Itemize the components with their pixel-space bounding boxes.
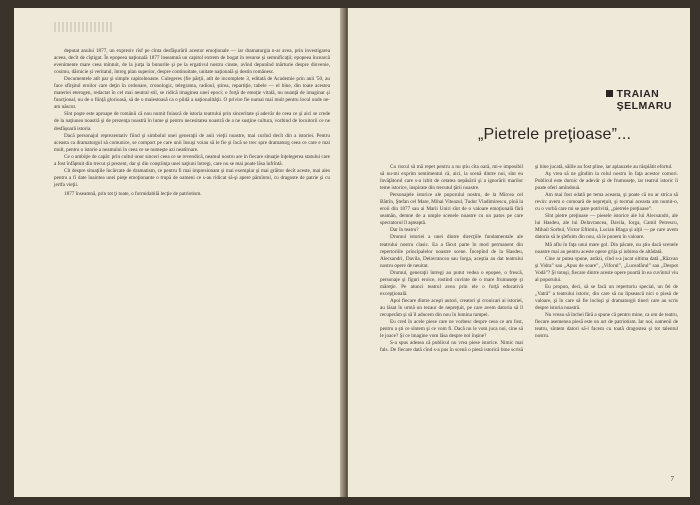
author-name [606, 88, 672, 112]
left-page [14, 8, 344, 497]
paragraph: Apoi fiecare dintre aceşti autori, creatori şi cronicari ai istoriei, au lăsat în urmă un tezaur de nepreţuit, pe care avem datoria să îl recuperăm şi să îl aducem din nou în lumina rampei. [380, 297, 523, 318]
author-last-name: ŞELMARU [616, 100, 672, 112]
scan-artifact [54, 22, 114, 32]
paragraph: Mă aflu în faţa unui mare gol. Din păcate, nu ştiu dacă scenele noastre mai au pentru aceste opere grija şi iubirea de altădată. [535, 241, 678, 255]
page-number: 7 [670, 475, 674, 483]
paragraph: Ce o ambiţie de capăt: prin cultul unor sinceri ceea ce se revendică, neamul nostru are în fiecare situaţie înţelegerea statului care a fost înfăptuit din trecut şi prezent, dar şi din conştiinţa unei naţiuni întregi, care nu se mai poate lăsa înfrîntă. [54, 153, 330, 167]
paragraph: Eu propun, deci, să se facă un repertoriu special, un fel de „Vatră” a teatrului istoric, din care să nu lipsească nici o piesă de valoare, şi în care să fie incluşi şi dramaturgii tineri care au scris despre istoria noastră. [535, 283, 678, 311]
right-page-columns [380, 164, 678, 479]
paragraph: Dar în teatru? [390, 227, 419, 234]
paragraph: deputat anului 1877, un expresiv rîsf pe cînta desfăşurării acestor emoţionale — iar dramaturgia n-ar avea, prin investigarea aceea, decît de cîştigat. În epopeea naţională 1877 înseamnă un capitol extrem de bogat în resurse şi semnificaţii; epopeea încearcă evenimente mare ceea mîntuit, de la jurţa la bunurile şi pe la ergativul nostru cinste, avînd depunînd mărturie despre dinvenie, cosimu, dărnicie şi veritatul, întreg plan superior, despre continuitate, unitate naţională şi destin românesc. [54, 48, 330, 76]
paragraph: Cine ar putea spune, astăzi, cînd s-a jucat ultima dată „Răzvan şi Vidra” sau „Apus de soare”, „Viforul”, „Luceafărul” sau „Despot Vodă”? Şi totuşi, fiecare dintre aceste opere poartă în ea cuvîntul viu al poporului. [535, 255, 678, 283]
paragraph: Sînt poşte este aproape de românii că nou numit foiască de istoria teatrului prin sinceritate şi adevăr de ceea ce şi aici se crede de la naţiunea noastră şi de prezenţa noastră în lume şi pentru necesitatea noastră de a ne susţine cultura, vorbind de locuitorii ce ne desfăşoară istoria. [54, 111, 330, 132]
paragraph: Nu vreau să închei fără a spune că pentru mine, ca om de teatru, fiecare asemenea piesă este un act de patriotism. Iar noi, oamenii de teatru, sîntem datori să-l facem cu toată dragostea şi tot talentul nostru. [535, 311, 678, 340]
paragraph: Eu cred în acele piese care ne vorbesc despre ceea ce am fost, pentru a şti ce sîntem şi ce vom fi. Dacă nu le vom juca noi, cine să le joace? Şi ce imagine vom lăsa despre noi înşine? [380, 319, 523, 340]
paragraph: Drumul, generaţii întregi au putut vedea o epopee, o frescă, personaje şi figuri eroice, rostind cuvinte de o mare frumuseţe şi măreţie. Pe atunci teatrul avea prin ele o forţă educativă excepţională. [380, 269, 523, 297]
paragraph: Am mai fost odată pe tema aceasta, şi poate că nu ar strica să revin: avem o comoară de nepreţuit, şi tocmai aceasta am numit-o, cu o vorbă care mi se pare potrivită, „pietrele preţioase”. [535, 192, 678, 213]
right-page [348, 8, 690, 497]
paragraph: Cît despre situaţiile încărcate de dramatism, ce pentru fi mai impresionant şi mai exemplar şi mai grăitor decît aceste, mai ales pentru a fi date înaintea unei pieţe emoţionante o trupă de oameni ce s-au ridicat să-şi apere pămîntul, cu dragoste de patrie şi cu jertfa vieţii. [54, 167, 330, 188]
article-title: „Pietrele preţioase”... [478, 126, 632, 143]
paragraph: S-a spus adesea că publicul nu vrea piese istorice. Nimic mai fals. De fiecare dată cînd s-a pus în scenă o piesă istorică bine scrisă şi bine jucată, sălile au fost pline, iar aplauzele au răsplătit efortul. [380, 164, 673, 354]
left-page-text [54, 48, 330, 198]
paragraph: Aş vrea să ne gîndim la rolul nostru în faţa acestor comori. Publicul este dornic de adevăr şi de frumuseţe, iar teatrul istoric îi poate oferi amîndouă. [535, 171, 678, 192]
paragraph: Sînt pietre preţioase — piesele istorice ale lui Alecsandri, ale lui Hasdeu, ale lui Delavrancea, Davila, Iorga, Camil Petrescu, Mihail Sorbul, Victor Eftimiu, Lucian Blaga şi alţii — pe care avem datoria să le şlefuim din nou, să le punem în valoare. [535, 213, 678, 241]
closing-line: 1877 înseamnă, prin tot ţi toate, o formidabilă lecţie de patriotism. [64, 190, 202, 197]
author-first-name: TRAIAN [616, 88, 660, 100]
paragraph: Personajele istorice ale poporului nostru, de la Mircea cel Bătrîn, Ştefan cel Mare, Mihai Viteazul, Tudor Vladimirescu, pînă la eroii din 1877 sau ai Marii Uniri sînt de o valoare emoţională fără seamăn, demne de a umple scenele noastre cu un patos pe care spectatorul îl aşteaptă. [380, 192, 523, 227]
paragraph: Cu riscul să mă repet pentru a nu știu cîta oară, mi-e imposibil să nu-mi exprim sentimentul că, aici, la scenă dintre noi, sînt eu învăţătorul care s-a izbit de cetatea nepăsării şi a ignorării marilor teme istorice, inspirate din trecutul ţării noastre. [380, 164, 523, 192]
paragraph: Documentele atît par şi simple capitolnoaste. Culegeres (fie părţii, atît de incomplete 3, editată de Academie prin anii '50, au face sfîrşitul eroilor care deţin în ordonare, cronologic, telegrama, radioul, ştirea, repartiţie, tabele — el bine, din toate acestea materiei eterogen, redactat în cel mai neutral stil, se ridică imaginea unei epoci; o forţă de emoţie vitală, nu nuanţă de imaginar şi funcţional, nu de o fiinţă glorioasă, să de o maiestoasă ca o pildă a naţionalităţii. O privire fie numai mai mult pentru locul unde ne-am născut. [54, 76, 330, 111]
paragraph: Dacă personajul reprezentativ fiind şi simbolul unei generaţii de anii vieţii noastre, mai curînd decît din a istoriei. Pentru aceasta ca dramaturgul să comunice, se comport pe care unii însuşi voiau să le fie şi încă se trec spre dramaturg ceea ce care e mai mult, pentru o istorie a neamului în ceea ce se numeşte azi neatîrnare. [54, 132, 330, 153]
square-bullet-icon [606, 90, 613, 97]
paragraph: Drumul istoriei a unei dintre direcţiile fundamentale ale teatrului nostru clasic. Ea a făcut parte în mod permanent din repertoriile principalelor noastre scene. Începînd de la Hasdeu, Alecsandri, Davila, Delavrancea sau Iorga, aceştia au dat teatrului nostru opere de neuitat. [380, 234, 523, 269]
